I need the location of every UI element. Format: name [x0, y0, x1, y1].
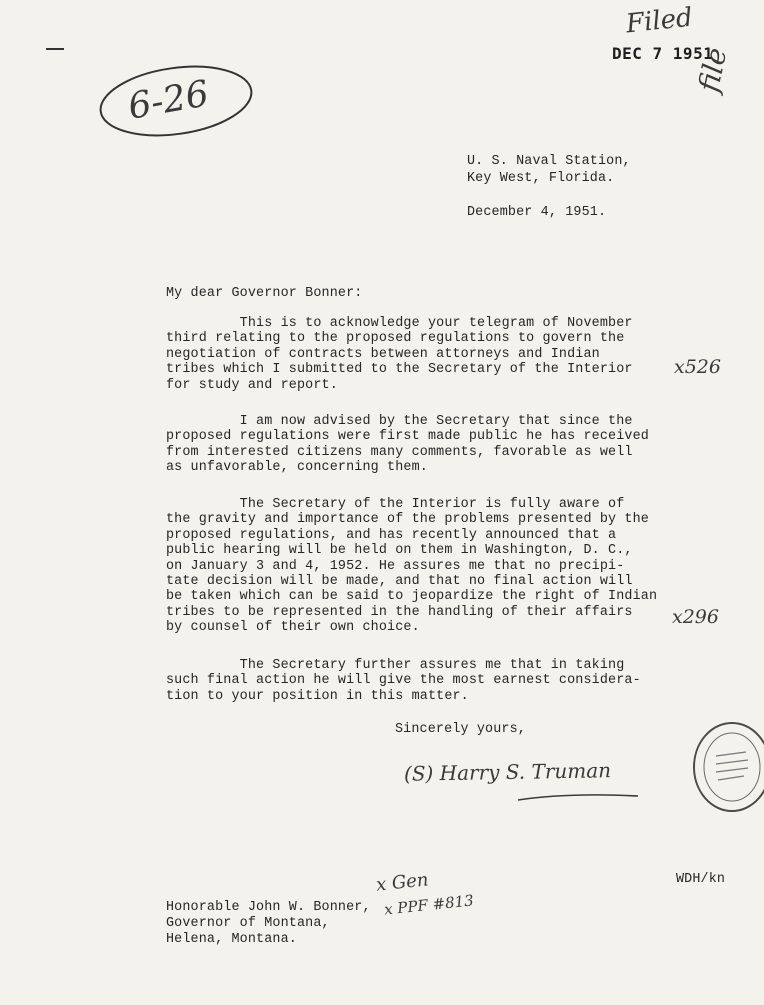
reference-note-296: x296: [672, 606, 719, 628]
salutation: My dear Governor Bonner:: [166, 286, 363, 301]
address-line-1: U. S. Naval Station,: [467, 154, 631, 169]
filed-note: Filed: [624, 2, 695, 40]
paragraph-4: The Secretary further assures me that in taking such final action he will give the most earnest considera- tion to your position in this matter.: [166, 658, 641, 704]
margin-dash-mark: [46, 48, 64, 50]
reference-note-526: x526: [674, 356, 721, 378]
letter-date: December 4, 1951.: [467, 205, 607, 220]
paragraph-3: The Secretary of the Interior is fully aware of the gravity and importance of the problems presented by the proposed regulations, and has recently announced that a public hearing will be held on them in Washington, D. C., on January 3 and 4, 1952. He assures me that no precipi- tate decision will be made, and that no final action will be taken which can be said to jeopardize the right of Indian tribes to be represented in the handling of their affairs by counsel of their own choice.: [166, 497, 658, 636]
recipient-line-2: Governor of Montana,: [166, 916, 330, 931]
reference-note-gen: x Gen: [375, 869, 430, 896]
signature: (S) Harry S. Truman: [403, 758, 612, 786]
file-note: file: [692, 44, 734, 95]
recipient-line-3: Helena, Montana.: [166, 932, 297, 947]
archive-seal-stamp: [686, 720, 764, 814]
reference-note-ppf: x PPF #813: [383, 891, 475, 919]
paragraph-2: I am now advised by the Secretary that since the proposed regulations were first made public he has received from interested citizens many comments, favorable as well as unfavorable, concerning them.: [166, 414, 649, 476]
file-number: 6-26: [125, 73, 212, 128]
paragraph-1: This is to acknowledge your telegram of November third relating to the proposed regulations to govern the negotiation of contracts between attorneys and Indian tribes which I submitted to the Secretary of the Interior for study and report.: [166, 316, 633, 393]
received-date-stamp: DEC 7 1951: [612, 44, 714, 63]
signature-underline: [398, 756, 678, 816]
recipient-line-1: Honorable John W. Bonner,: [166, 900, 371, 915]
closing: Sincerely yours,: [395, 722, 526, 737]
address-line-2: Key West, Florida.: [467, 171, 615, 186]
typist-initials: WDH/kn: [676, 872, 726, 887]
